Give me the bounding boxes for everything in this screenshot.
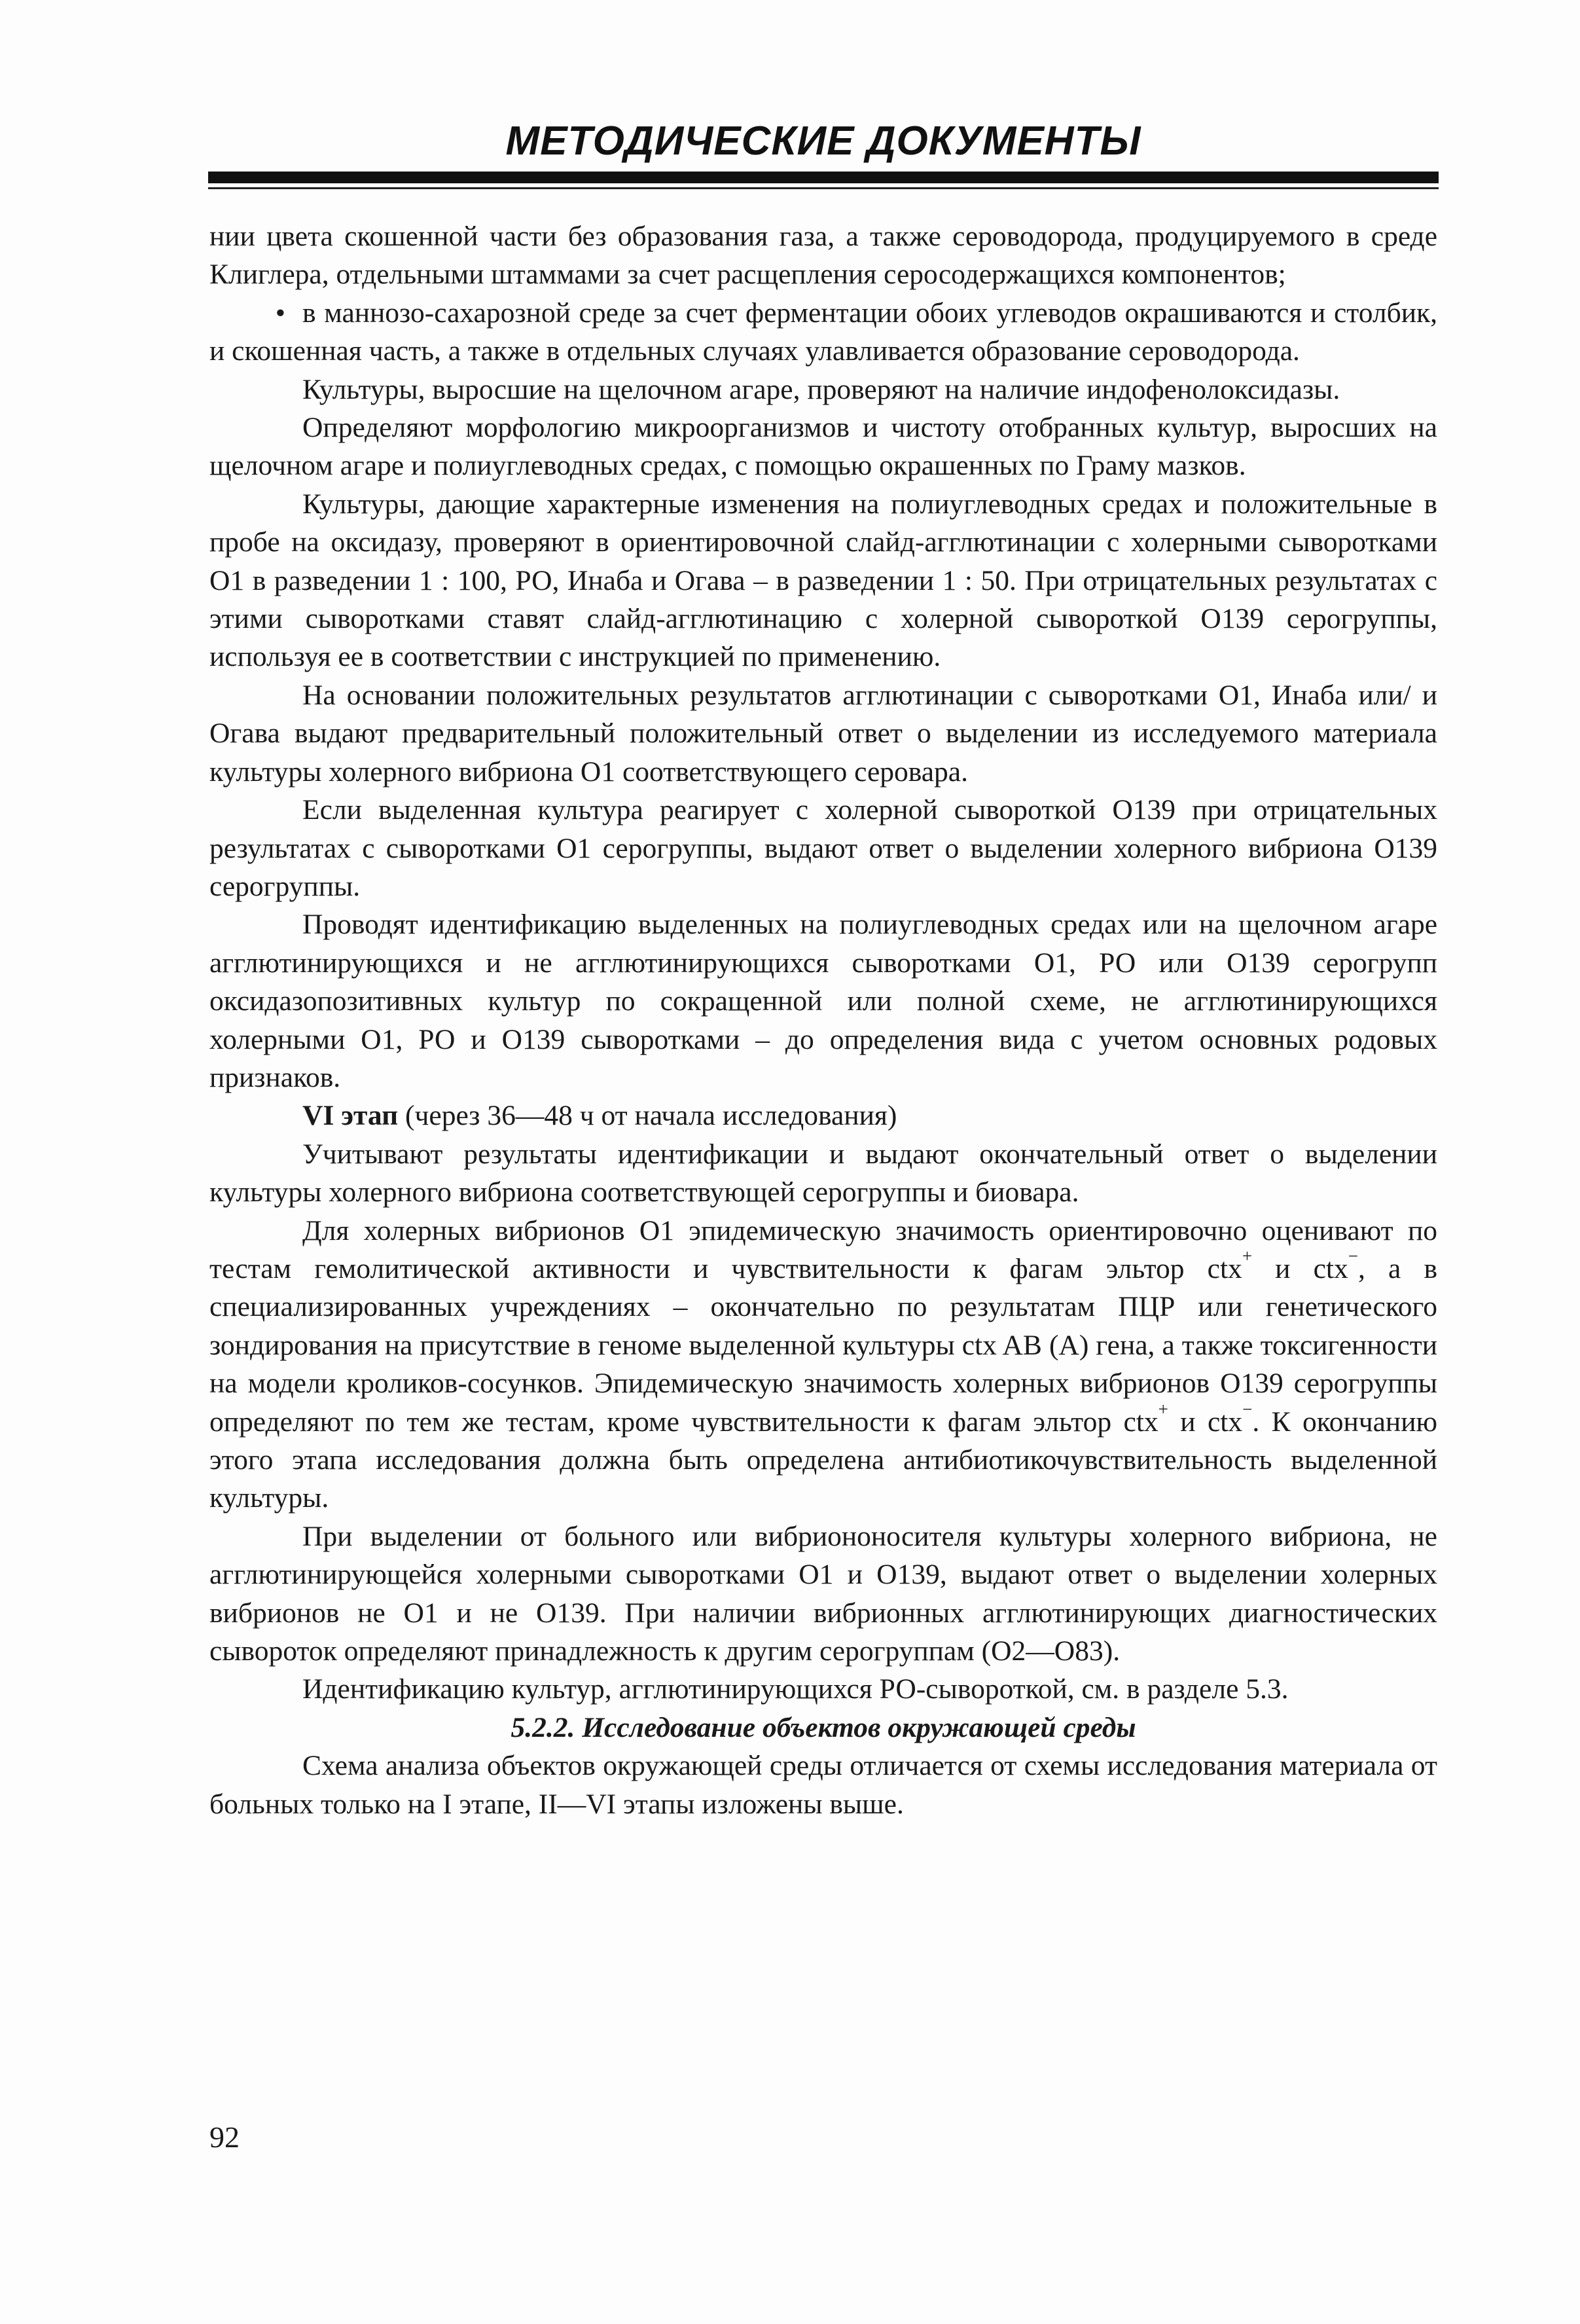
stage-timing: (через 36—48 ч от начала исследования) <box>398 1100 897 1132</box>
document-body <box>209 217 1437 1823</box>
stage-label: VI этап <box>302 1100 399 1132</box>
paragraph: Определяют морфологию микроорганизмов и чистоту отобранных культур, выросших на щелочном агаре и полиуглеводных средах, с помощью окрашенных по Граму мазков. <box>209 412 1437 482</box>
stage-heading <box>209 1097 1437 1135</box>
paragraph: Культуры, дающие характерные изменения на полиуглеводных средах и положительные в пробе на оксидазу, проверяют в ориентировочной слайд-агглютинации с холерными сыворотками O1 в разведении 1 : 100, РО, Инаба и Огава – в разведении 1 : 50. При отрицательных результатах с этими сыворотками ставят слайд-агглютинацию с холерной сывороткой O139 серогруппы, используя ее в соответствии с инструкцией по применению. <box>209 488 1437 673</box>
text-run: . К окончанию этого этапа исследования должна быть определена антибиотикочувствительность выделенной культуры. <box>209 1406 1437 1514</box>
paragraph: Схема анализа объектов окружающей среды отличается от схемы исследования материала от больных только на I этапе, II—VI этапы изложены выше. <box>209 1750 1437 1820</box>
header-rule-thick <box>208 172 1439 183</box>
superscript: + <box>1158 1399 1168 1419</box>
text-run: , а в специализированных учреждениях – окончательно по результатам ПЦР или генетического зондирования на присутствие в геноме выделенной культуры ctx AB (A) гена, а также токсигенности на модели кроликов-сосунков. Эпидемическую значимость холерных вибрионов O139 серогруппы определяют по тем же тестам, кроме чувствительности к фагам эльтор ctx <box>209 1252 1437 1438</box>
header-rule-thin <box>208 187 1439 189</box>
paragraph <box>209 1212 1437 1517</box>
superscript: + <box>1242 1246 1253 1266</box>
superscript: − <box>1242 1399 1253 1419</box>
section-title: 5.2.2. Исследование объектов окружающей среды <box>511 1711 1136 1743</box>
bullet-text: в маннозо-сахарозной среде за счет ферментации обоих углеводов окрашиваются и столбик, и скошенная часть, а также в отдельных случаях улавливается образование сероводорода. <box>209 297 1437 367</box>
text-run: и ctx <box>1252 1252 1348 1284</box>
running-header: МЕТОДИЧЕСКИЕ ДОКУМЕНТЫ <box>505 118 1141 164</box>
paragraph: Культуры, выросшие на щелочном агаре, проверяют на наличие индофенолоксидазы. <box>302 373 1340 405</box>
page-number: 92 <box>209 2120 240 2154</box>
bullet-item <box>209 294 1437 371</box>
paragraph: нии цвета скошенной части без образования газа, а также сероводорода, продуцируемого в среде Клиглера, отдельными штаммами за счет расщепления серосодержащихся компонентов; <box>209 221 1437 291</box>
text-run: Для холерных вибрионов O1 эпидемическую значимость ориентировочно оценивают по тестам гемолитической активности и чувствительности к фагам эльтор ctx <box>209 1214 1437 1284</box>
paragraph: При выделении от больного или вибриононосителя культуры холерного вибриона, не агглютинирующейся холерными сыворотками O1 и O139, выдают ответ о выделении холерных вибрионов не O1 и не O139. При наличии вибрионных агглютинирующих диагностических сывороток определяют принадлежность к другим серогруппам (O2—O83). <box>209 1520 1437 1667</box>
paragraph: Проводят идентификацию выделенных на полиуглеводных средах или на щелочном агаре агглютинирующихся и не агглютинирующихся сыворотками O1, РО или O139 серогрупп оксидазопозитивных культур по сокращенной или полной схеме, не агглютинирующихся холерными O1, РО и O139 сыворотками – до определения вида с учетом основных родовых признаков. <box>209 909 1437 1093</box>
paragraph: На основании положительных результатов агглютинации с сыворотками O1, Инаба или/ и Огава выдают предварительный положительный ответ о выделении из исследуемого материала культуры холерного вибриона O1 соответствующего серовара. <box>209 679 1437 788</box>
text-run: и ctx <box>1168 1406 1243 1438</box>
bullet-icon: • <box>275 297 285 329</box>
paragraph: Идентификацию культур, агглютинирующихся РО-сывороткой, см. в разделе 5.3. <box>302 1673 1289 1705</box>
superscript: − <box>1348 1246 1358 1266</box>
paragraph: Учитывают результаты идентификации и выдают окончательный ответ о выделении культуры холерного вибриона соответствующей серогруппы и биовара. <box>209 1138 1437 1208</box>
paragraph: Если выделенная культура реагирует с холерной сывороткой O139 при отрицательных результатах с сыворотками O1 серогруппы, выдают ответ о выделении холерного вибриона O139 серогруппы. <box>209 794 1437 902</box>
